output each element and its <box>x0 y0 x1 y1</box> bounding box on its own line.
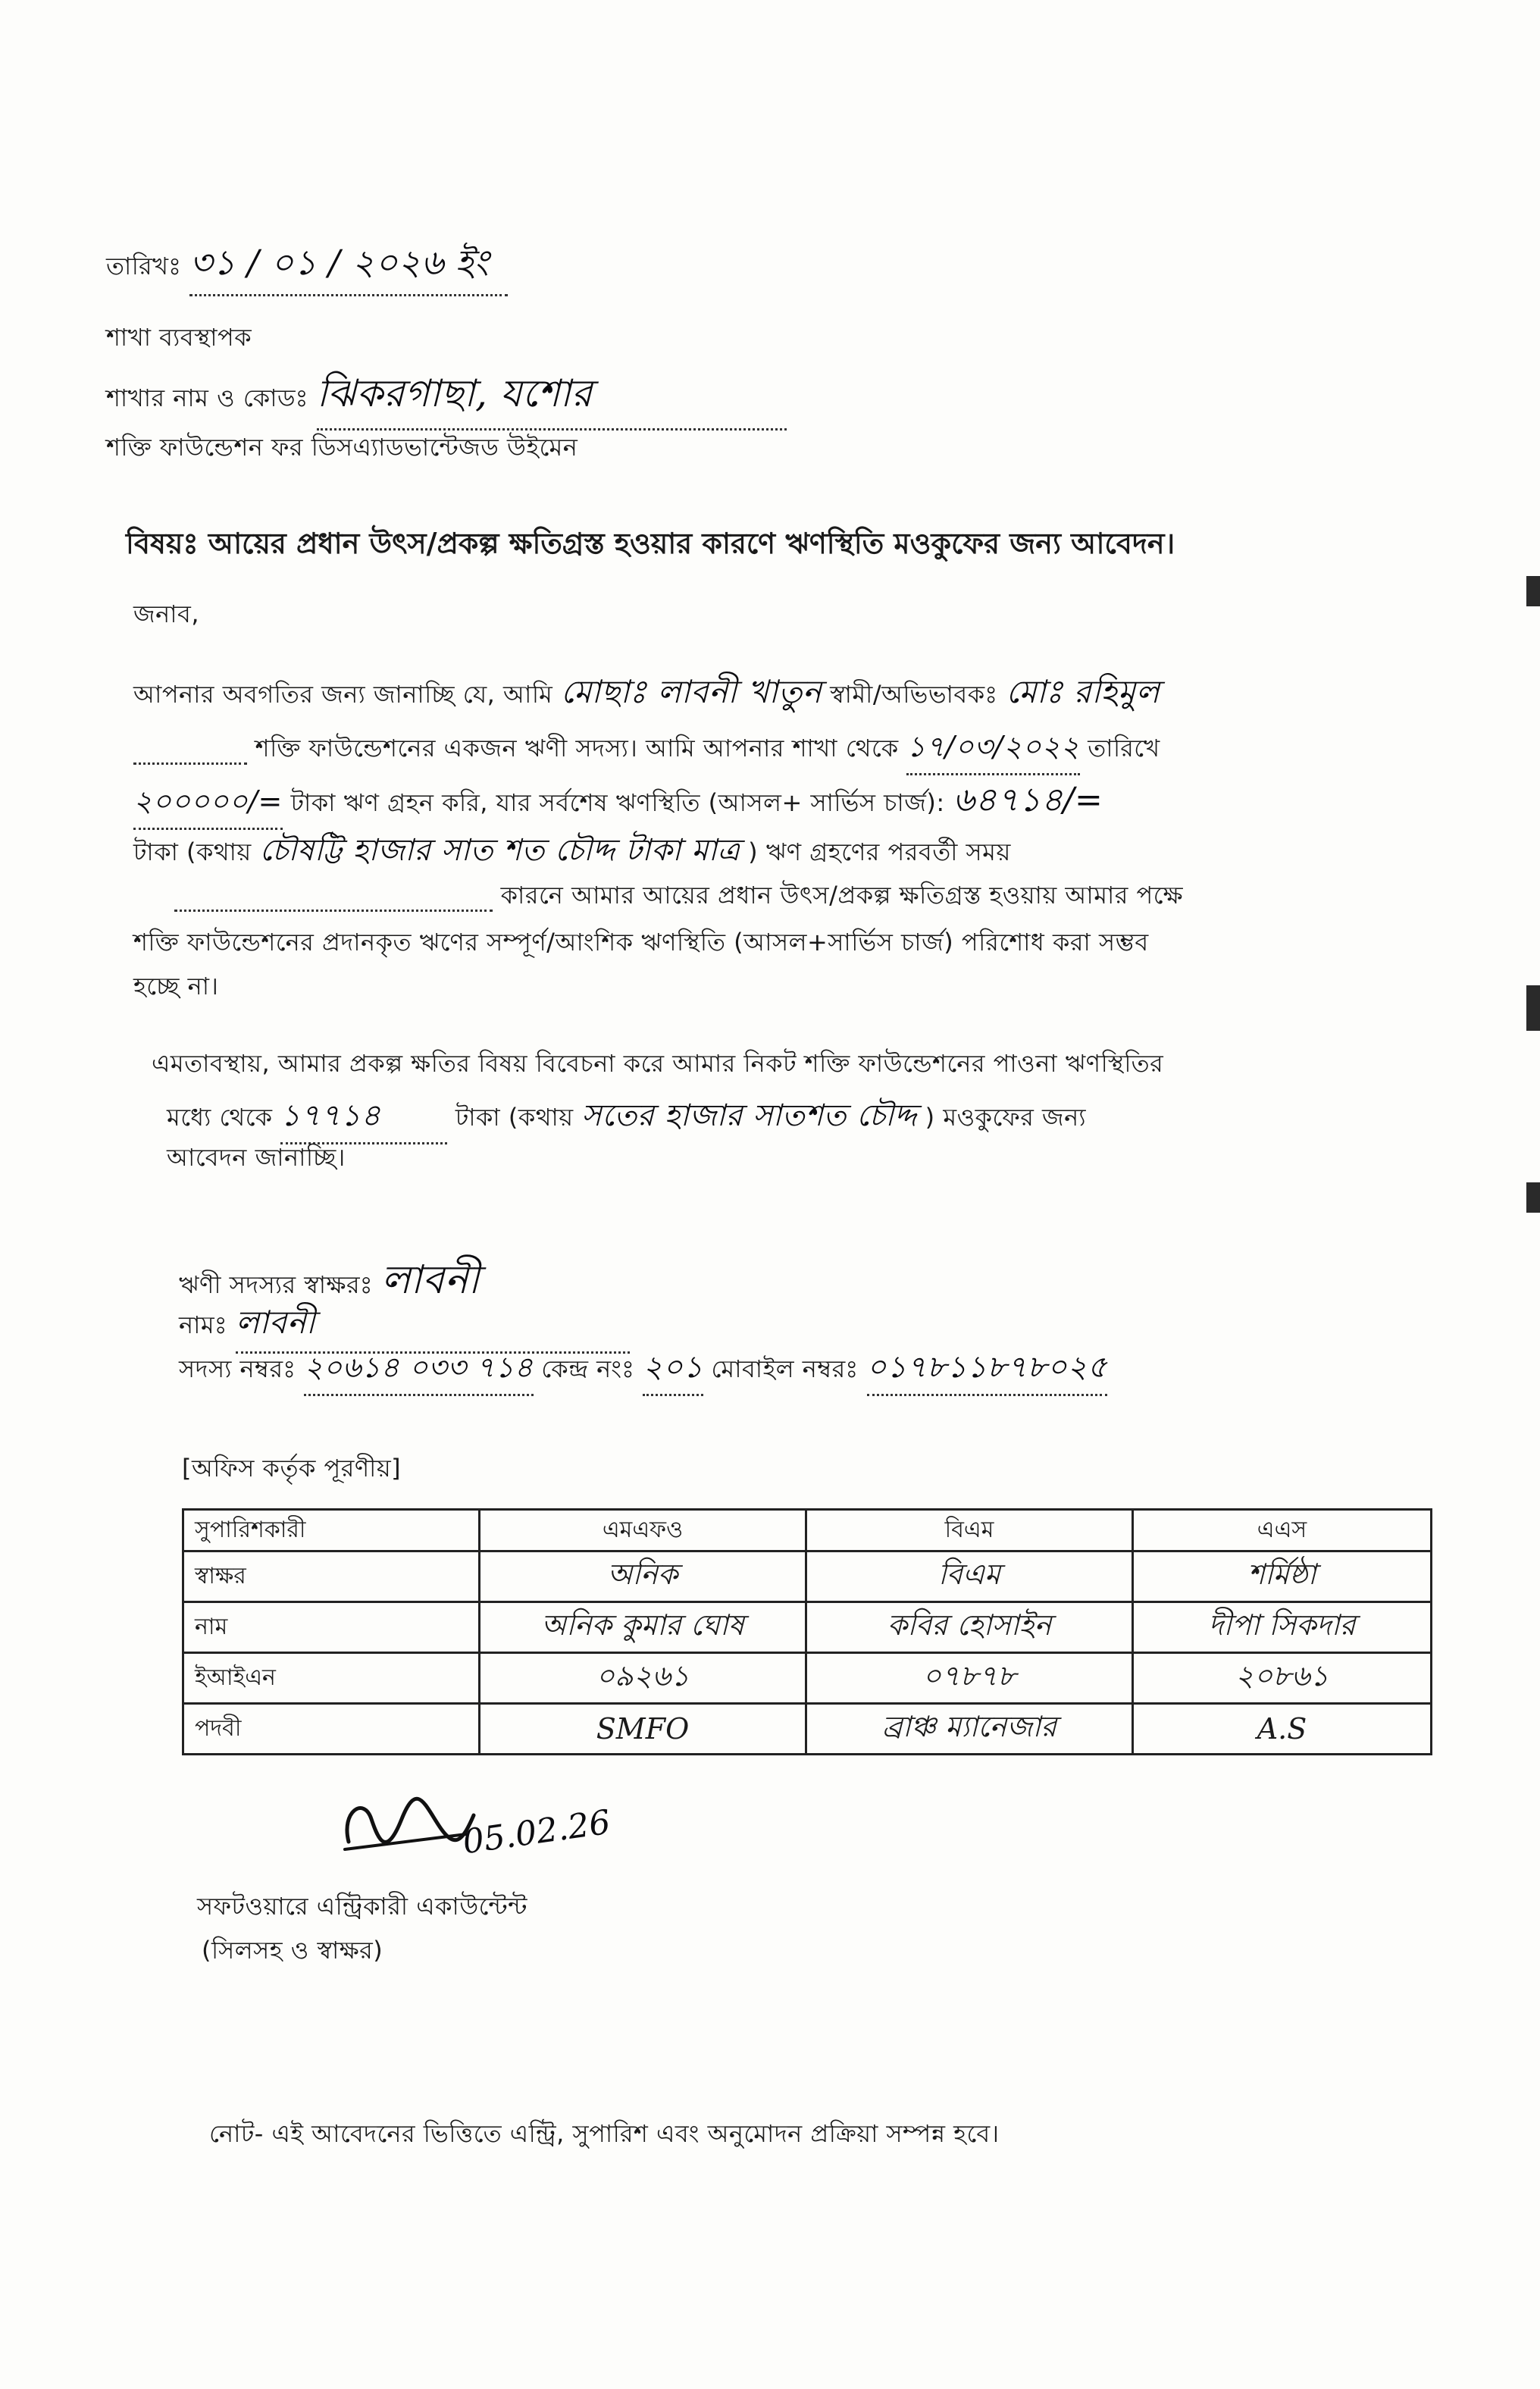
para1-text: তারিখে <box>1088 734 1160 762</box>
name-label: নামঃ <box>179 1310 228 1339</box>
scan-edge-mark <box>1526 576 1540 606</box>
applicant-name: মোছাঃ লাবনী খাতুন <box>560 673 822 710</box>
row-label: পদবী <box>183 1704 480 1755</box>
para1-line1 <box>133 667 1160 721</box>
para1-line2 <box>133 725 1160 775</box>
para1-text: ) ঋণ গ্রহণের পরবর্তী সময় <box>748 838 1011 866</box>
scan-edge-mark <box>1526 1182 1540 1213</box>
addressee-line: শাখা ব্যবস্থাপক <box>106 323 252 352</box>
date-row <box>106 236 508 296</box>
branch-value: ঝিকরগাছা, যশোর <box>317 365 787 431</box>
table-row <box>183 1704 1432 1755</box>
member-no-label: সদস্য নম্বরঃ <box>179 1354 296 1383</box>
accountant-date: 05.02.26 <box>460 1802 613 1862</box>
salutation: জনাব, <box>133 600 199 628</box>
table-cell: দীপা সিকদার <box>1133 1602 1432 1653</box>
member-numbers-row <box>179 1343 1107 1396</box>
table-cell: অনিক <box>480 1551 806 1602</box>
table-cell: ব্রাঞ্চ ম্যানেজার <box>806 1704 1133 1755</box>
waiver-amount: ১৭৭১৪ <box>280 1091 447 1144</box>
guardian-label: স্বামী/অভিভাবকঃ <box>830 680 998 709</box>
member-no: ২০৬১৪ ০৩৩ ৭১৪ <box>304 1345 533 1396</box>
subject-line: বিষয়ঃ আয়ের প্রধান উৎস/প্রকল্প ক্ষতিগ্রস্ত হওয়ার কারণে ঋণস্থিতি মওকুফের জন্য আবেদন। <box>126 527 1175 560</box>
waiver-words: সতের হাজার সাতশত চৌদ্দ <box>581 1098 917 1133</box>
para1-text: কারনে আমার আয়ের প্রধান উৎস/প্রকল্প ক্ষতিগ্রস্ত হওয়ায় আমার পক্ষে <box>500 881 1184 910</box>
loan-date: ১৭/০৩/২০২২ <box>906 725 1079 775</box>
table-cell: শর্মিষ্ঠা <box>1133 1551 1432 1602</box>
office-heading: [অফিস কর্তৃক পূরণীয়] <box>182 1454 402 1483</box>
table-row <box>183 1602 1432 1653</box>
seal-note: (সিলসহ ও স্বাক্ষর) <box>202 1936 383 1965</box>
para2-line1: এমতাবস্থায়, আমার প্রকল্প ক্ষতির বিষয় বিবেচনা করে আমার নিকট শক্তি ফাউন্ডেশনের পাওনা ঋণস্থিতির <box>152 1049 1164 1078</box>
table-cell: বিএম <box>806 1551 1133 1602</box>
para1-line4 <box>133 826 1011 877</box>
table-cell: ০৯২৬১ <box>480 1653 806 1704</box>
table-cell: কবির হোসাইন <box>806 1602 1133 1653</box>
para1-line7: হচ্ছে না। <box>133 972 219 1000</box>
para1-text: শক্তি ফাউন্ডেশনের একজন ঋণী সদস্য। আমি আপনার শাখা থেকে <box>255 734 899 762</box>
table-header: সুপারিশকারী <box>183 1510 480 1551</box>
table-header-row <box>183 1510 1432 1551</box>
para1-line3 <box>133 775 1103 830</box>
balance-amount: ৬৪৭১৪/= <box>953 781 1103 819</box>
table-header: এএস <box>1133 1510 1432 1551</box>
para1-line6: শক্তি ফাউন্ডেশনের প্রদানকৃত ঋণের সম্পূর্ণ/আংশিক ঋণস্থিতি (আসল+সার্ভিস চার্জ) পরিশোধ করা সম্ভব <box>133 928 1149 957</box>
blank-reason <box>174 881 493 912</box>
signature-label: ঋণী সদস্যর স্বাক্ষরঃ <box>179 1270 374 1299</box>
para2-text: মধ্যে থেকে <box>167 1103 273 1132</box>
branch-row <box>106 365 787 431</box>
para2-text: ) মওকুফের জন্য <box>925 1103 1087 1132</box>
guardian-name: মোঃ রহিমুল <box>1006 673 1160 710</box>
para2-text: টাকা (কথায় <box>455 1103 574 1132</box>
table-cell: A.S <box>1133 1704 1432 1755</box>
table-header: বিএম <box>806 1510 1133 1551</box>
table-header: এমএফও <box>480 1510 806 1551</box>
row-label: স্বাক্ষর <box>183 1551 480 1602</box>
para1-line5 <box>174 876 1183 917</box>
balance-words: চৌষট্টি হাজার সাত শত চৌদ্দ টাকা মাত্র <box>259 833 740 868</box>
mobile-label: মোবাইল নম্বরঃ <box>711 1354 859 1383</box>
para1-text: টাকা ঋণ গ্রহন করি, যার সর্বশেষ ঋণস্থিতি (আসল+ সার্ভিস চার্জ): <box>290 788 945 817</box>
row-label: নাম <box>183 1602 480 1653</box>
row-label: ইআইএন <box>183 1653 480 1704</box>
blank-field <box>133 734 247 765</box>
center-no: ২০১ <box>643 1343 703 1396</box>
para1-text: টাকা (কথায় <box>133 838 252 866</box>
accountant-title: সফটওয়ারে এন্ট্রিকারী একাউন্টেন্ট <box>197 1892 527 1921</box>
member-signature: লাবনী <box>380 1257 480 1303</box>
table-cell: ০৭৮৭৮ <box>806 1653 1133 1704</box>
table-cell: ২০৮৬১ <box>1133 1653 1432 1704</box>
para1-text: আপনার অবগতির জন্য জানাচ্ছি যে, আমি <box>133 680 553 709</box>
organization-line: শক্তি ফাউন্ডেশন ফর ডিসএ্যাডভান্টেজড উইমেন <box>106 433 578 462</box>
member-name: লাবনী <box>236 1298 630 1354</box>
scan-edge-mark <box>1526 985 1540 1031</box>
table-row <box>183 1653 1432 1704</box>
loan-amount: ২০০০০০/= <box>133 779 283 830</box>
center-label: কেন্দ্র নংঃ <box>541 1354 635 1383</box>
date-label: তারিখঃ <box>106 252 182 280</box>
mobile-no: ০১৭৮১১৮৭৮০২৫ <box>867 1343 1108 1396</box>
para2-line3: আবেদন জানাচ্ছি। <box>167 1143 346 1172</box>
date-value: ৩১ / ০১ / ২০২৬ ইং <box>189 236 508 296</box>
recommendation-table <box>182 1508 1432 1755</box>
para2-line2 <box>167 1091 1086 1144</box>
footer-note: নোট- এই আবেদনের ভিত্তিতে এন্ট্রি, সুপারিশ এবং অনুমোদন প্রক্রিয়া সম্পন্ন হবে। <box>209 2119 1000 2148</box>
branch-label: শাখার নাম ও কোডঃ <box>106 384 309 412</box>
table-cell: SMFO <box>480 1704 806 1755</box>
table-row <box>183 1551 1432 1602</box>
table-cell: অনিক কুমার ঘোষ <box>480 1602 806 1653</box>
